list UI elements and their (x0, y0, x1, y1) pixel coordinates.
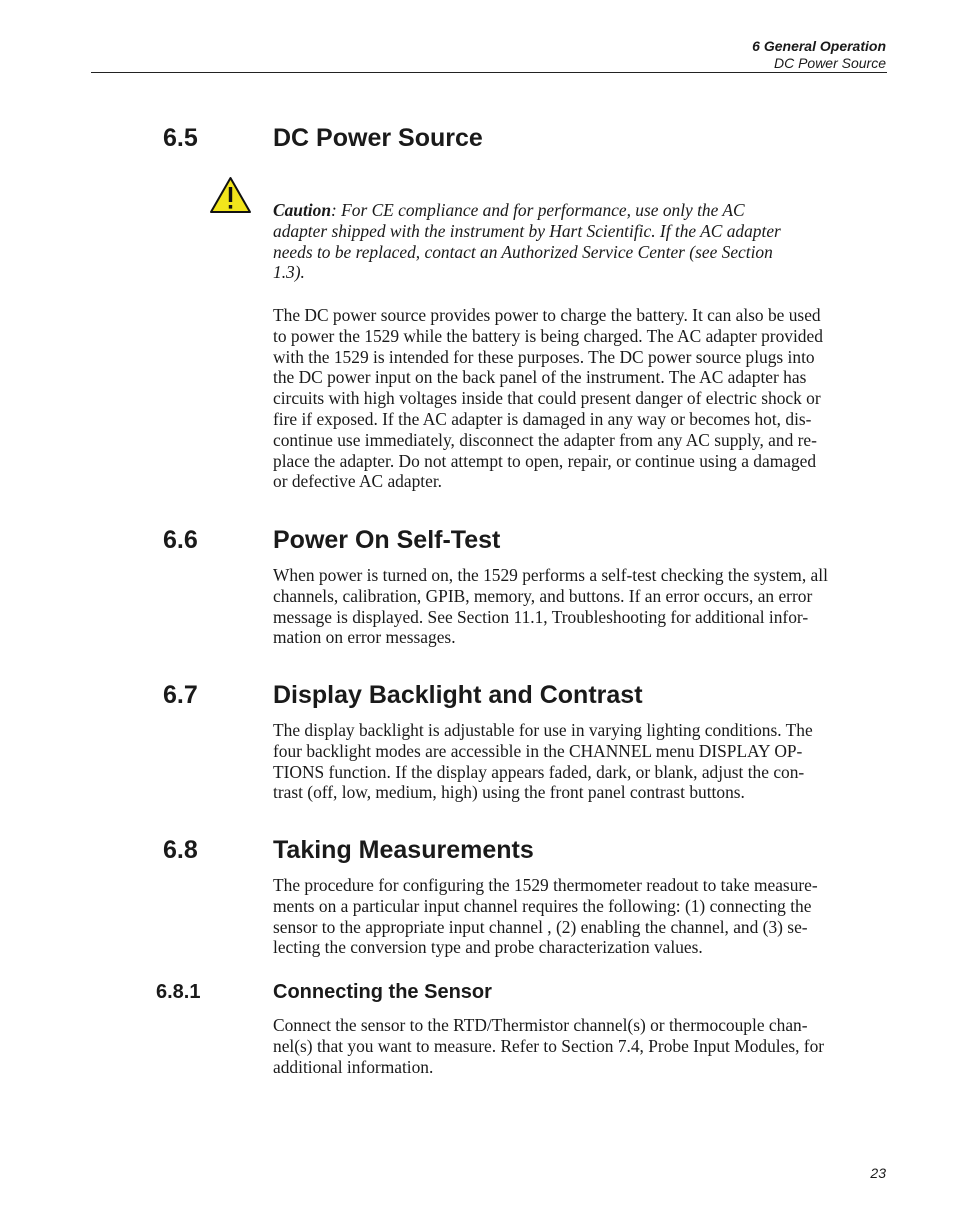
warning-triangle-icon (209, 176, 252, 214)
caution-label: Caution (273, 200, 331, 220)
paragraph-connecting-sensor (273, 1015, 887, 1077)
paragraph-line: with the 1529 is intended for these purposes. The DC power source plugs into (273, 346, 815, 367)
paragraph-line: The procedure for configuring the 1529 thermometer readout to take measure- (273, 875, 818, 895)
paragraph-line: Connect the sensor to the RTD/Thermistor channel(s) or thermocouple chan- (273, 1015, 808, 1035)
paragraph-line: place the adapter. Do not attempt to open, repair, or continue using a damaged (273, 450, 817, 471)
caution-line: 1.3). (273, 262, 305, 283)
caution-note (273, 200, 887, 283)
paragraph-line: circuits with high voltages inside that could present danger of electric shock or (273, 388, 821, 409)
caution-line: adapter shipped with the instrument by Hart Scientific. If the AC adapter (273, 220, 781, 241)
subsection-heading-6-8-1 (156, 980, 876, 1004)
caution-line (273, 200, 887, 221)
running-header (752, 38, 886, 72)
paragraph-line: sensor to the appropriate input channel , (2) enabling the channel, and (3) se- (273, 916, 808, 937)
header-rule (91, 72, 887, 73)
paragraph-line: additional information. (273, 1056, 434, 1077)
caution-text: : For CE compliance and for performance, use only the AC (331, 200, 745, 220)
section-heading-6-5 (163, 123, 863, 153)
paragraph-line: continue use immediately, disconnect the adapter from any AC supply, and re- (273, 429, 817, 450)
paragraph-line: mation on error messages. (273, 627, 456, 648)
section-number: 6.8.1 (156, 981, 201, 1003)
paragraph-line: channels, calibration, GPIB, memory, and buttons. If an error occurs, an error (273, 585, 813, 606)
paragraph-taking-measurements (273, 875, 887, 958)
paragraph-line: four backlight modes are accessible in the CHANNEL menu DISPLAY OP- (273, 740, 803, 761)
paragraph-line: The DC power source provides power to charge the battery. It can also be used (273, 305, 821, 325)
section-title: Display Backlight and Contrast (273, 681, 643, 709)
section-title: DC Power Source (273, 124, 483, 152)
paragraph-line: or defective AC adapter. (273, 471, 443, 492)
section-heading-6-7 (163, 680, 863, 710)
paragraph-line: TIONS function. If the display appears faded, dark, or blank, adjust the con- (273, 761, 805, 782)
caution-line: needs to be replaced, contact an Authorized Service Center (see Section (273, 241, 773, 262)
section-heading-6-6 (163, 525, 863, 555)
paragraph-line: When power is turned on, the 1529 performs a self-test checking the system, all (273, 565, 828, 585)
running-header-section: DC Power Source (773, 55, 886, 71)
section-number: 6.6 (163, 526, 198, 554)
paragraph-line: lecting the conversion type and probe characterization values. (273, 937, 703, 958)
paragraph-line: fire if exposed. If the AC adapter is damaged in any way or becomes hot, dis- (273, 408, 812, 429)
section-heading-6-8 (163, 835, 863, 865)
section-title: Power On Self-Test (273, 526, 501, 554)
paragraph-power-on-self-test (273, 565, 887, 648)
paragraph-line: to power the 1529 while the battery is being charged. The AC adapter provided (273, 325, 823, 346)
paragraph-line: The display backlight is adjustable for use in varying lighting conditions. The (273, 720, 813, 740)
page-number: 23 (870, 1165, 886, 1181)
section-number: 6.8 (163, 836, 198, 864)
paragraph-dc-power-source (273, 305, 887, 492)
section-title: Taking Measurements (273, 836, 534, 864)
paragraph-line: trast (off, low, medium, high) using the front panel contrast buttons. (273, 782, 745, 803)
paragraph-line: ments on a particular input channel requires the following: (1) connecting the (273, 895, 812, 916)
paragraph-line: nel(s) that you want to measure. Refer to Section 7.4, Probe Input Modules, for (273, 1035, 825, 1056)
paragraph-display-backlight (273, 720, 887, 803)
section-number: 6.5 (163, 124, 198, 152)
section-number: 6.7 (163, 681, 198, 709)
paragraph-line: message is displayed. See Section 11.1, Troubleshooting for additional infor- (273, 606, 809, 627)
paragraph-line: the DC power input on the back panel of the instrument. The AC adapter has (273, 367, 807, 388)
section-title: Connecting the Sensor (273, 981, 492, 1003)
running-header-chapter: 6 General Operation (752, 38, 886, 54)
